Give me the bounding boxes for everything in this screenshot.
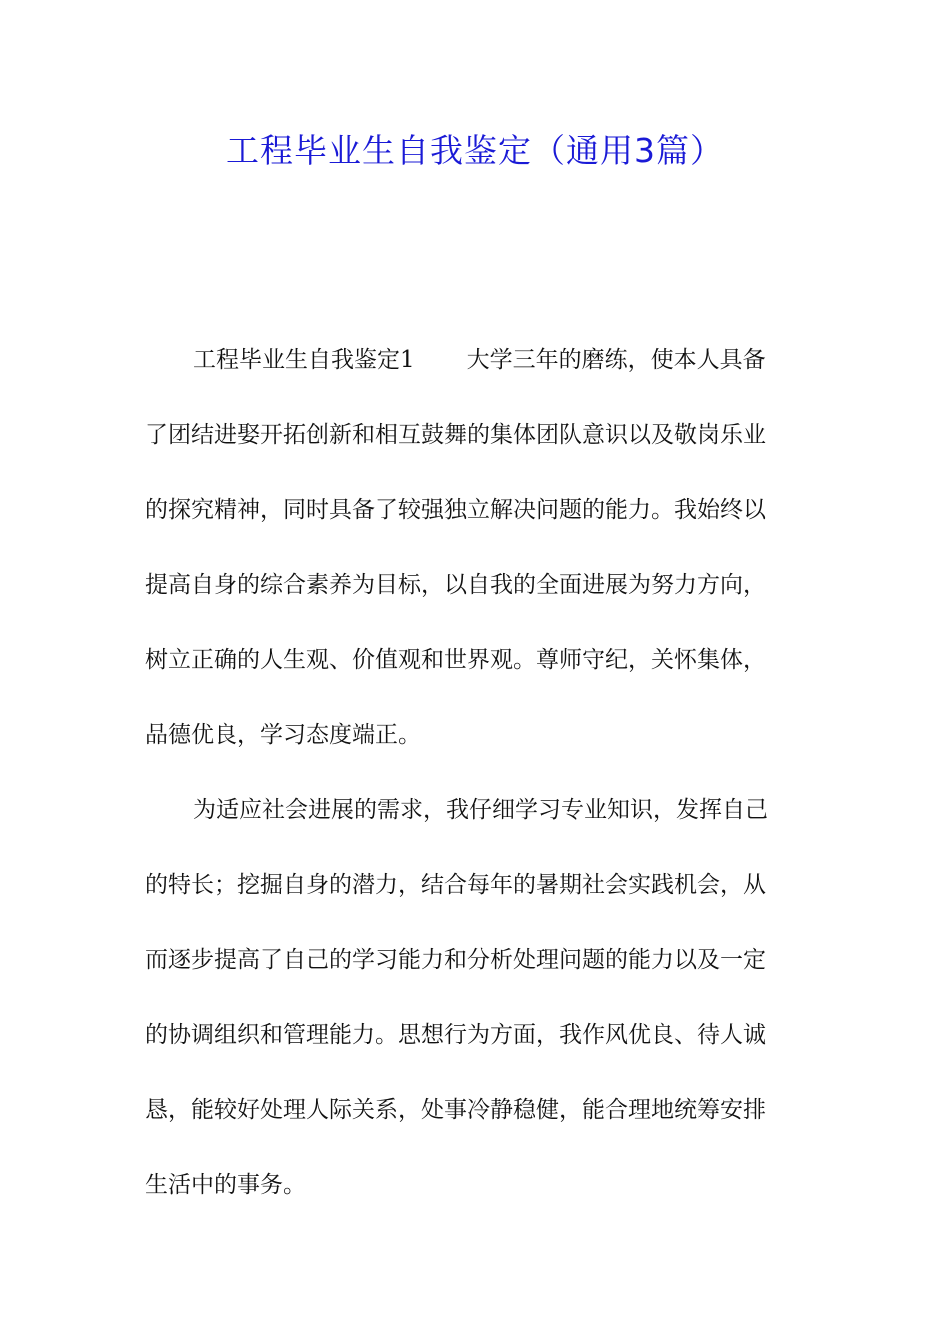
paragraph-line: 的协调组织和管理能力。思想行为方面，我作风优良、待人诚 xyxy=(145,1022,766,1048)
paragraph-line: 的特长；挖掘自身的潜力，结合每年的暑期社会实践机会，从 xyxy=(145,872,766,898)
paragraph-line: 了团结进娶开拓创新和相互鼓舞的集体团队意识以及敬岗乐业 xyxy=(145,422,766,448)
paragraph-line xyxy=(145,338,810,413)
paragraph-line: 而逐步提高了自己的学习能力和分析处理问题的能力以及一定 xyxy=(145,947,766,973)
paragraph-line: 生活中的事务。 xyxy=(145,1172,306,1198)
document-title: 工程毕业生自我鉴定（通用3篇） xyxy=(226,131,724,170)
text-line: 大学三年的磨练，使本人具备 xyxy=(466,347,766,373)
paragraph-line: 恳，能较好处理人际关系，处事冷静稳健，能合理地统筹安排 xyxy=(145,1097,766,1123)
document-body xyxy=(145,338,810,1238)
paragraph-line: 为适应社会进展的需求，我仔细学习专业知识，发挥自己 xyxy=(193,797,768,823)
section-heading: 工程毕业生自我鉴定1 xyxy=(193,347,415,373)
paragraph-line: 品德优良，学习态度端正。 xyxy=(145,722,421,748)
paragraph-line: 的探究精神，同时具备了较强独立解决问题的能力。我始终以 xyxy=(145,497,766,523)
paragraph-line: 树立正确的人生观、价值观和世界观。尊师守纪，关怀集体， xyxy=(145,647,766,673)
paragraph-line: 提高自身的综合素养为目标，以自我的全面进展为努力方向， xyxy=(145,572,766,598)
